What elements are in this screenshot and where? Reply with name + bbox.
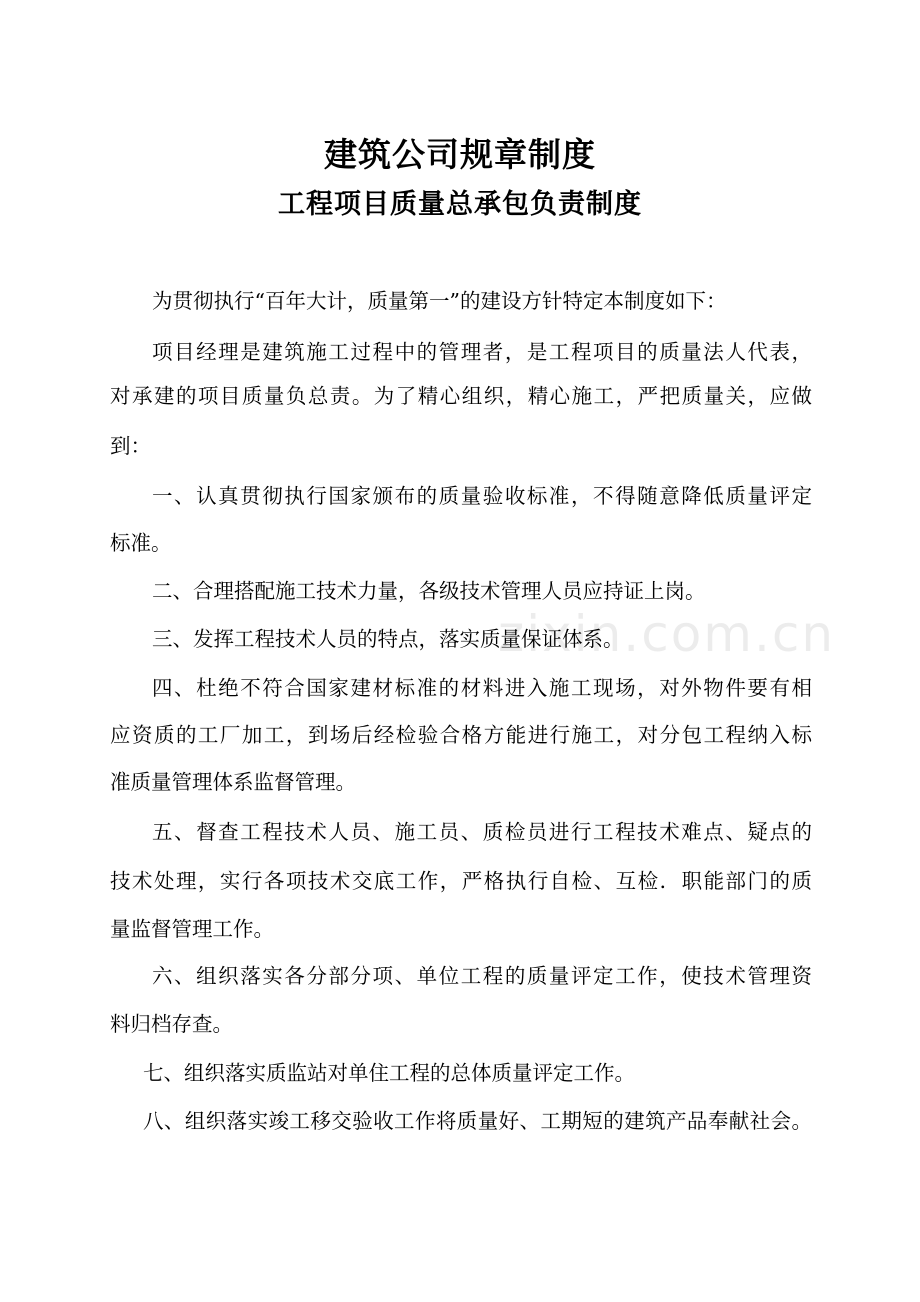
body-line-item-6a: 六、组织落实各分部分项、单位工程的质量评定工作，使技术管理资 <box>152 964 812 988</box>
body-line-item-1b: 标准。 <box>110 531 172 555</box>
watermark: zixin.com.cn <box>498 605 836 663</box>
body-line-item-1a: 一、认真贯彻执行国家颁布的质量验收标准，不得随意降低质量评定 <box>152 484 812 508</box>
body-line-item-4b: 应资质的工厂加工，到场后经检验合格方能进行施工，对分包工程纳入标 <box>110 723 812 747</box>
body-line-item-5c: 量监督管理工作。 <box>110 917 274 941</box>
body-line-item-2: 二、合理搭配施工技术力量，各级技术管理人员应持证上岗。 <box>152 579 706 603</box>
body-line-item-8: 八、组织落实竣工移交验收工作将质量好、工期短的建筑产品奉献社会。 <box>143 1109 812 1133</box>
body-line-item-7: 七、组织落实质监站对单住工程的总体质量评定工作。 <box>143 1061 635 1085</box>
body-line-manager-1: 项目经理是建筑施工过程中的管理者，是工程项目的质量法人代表， <box>152 340 812 364</box>
body-line-intro: 为贯彻执行“百年大计，质量第一”的建设方针特定本制度如下： <box>152 289 727 313</box>
body-line-item-5a: 五、督查工程技术人员、施工员、质检员进行工程技术难点、疑点的 <box>152 820 812 844</box>
body-line-manager-2: 对承建的项目质量负总责。为了精心组织，精心施工，严把质量关，应做 <box>110 384 812 408</box>
body-line-item-4c: 准质量管理体系监督管理。 <box>110 770 356 794</box>
body-line-item-4a: 四、杜绝不符合国家建材标准的材料进入施工现场，对外物件要有相 <box>152 676 812 700</box>
body-line-item-5b: 技术处理，实行各项技术交底工作，严格执行自检、互检．职能部门的质 <box>110 869 812 893</box>
body-line-manager-3: 到： <box>110 434 151 458</box>
document-title: 建筑公司规章制度 <box>324 135 596 174</box>
document-subtitle: 工程项目质量总承包负责制度 <box>278 189 642 220</box>
body-line-item-6b: 料归档存查。 <box>110 1012 233 1036</box>
body-line-item-3: 三、发挥工程技术人员的特点，落实质量保证体系。 <box>152 627 624 651</box>
